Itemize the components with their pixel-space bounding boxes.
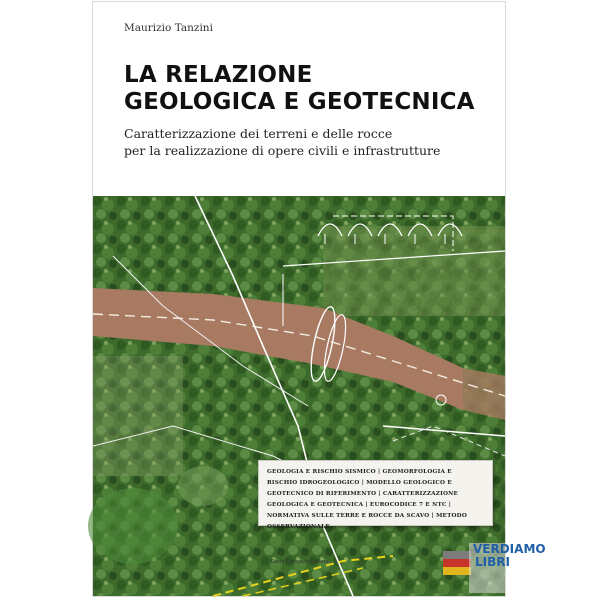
publisher-name: Dario Flaccovio Editore [271,559,329,565]
author-name: Maurizio Tanzini [124,22,213,34]
subtitle-line-2: per la realizzazione di opere civili e infrastrutture [124,143,441,158]
title-line-2: GEOLOGICA E GEOTECNICA [124,89,475,115]
keywords-box: GEOLOGIA E RISCHIO SISMICO | GEOMORFOLOGIA E RISCHIO IDROGEOLOGICO | MODELLO GEOLOGICO E GEOTECNICO DI RIFERIMENTO | CARATTERIZZAZIONE GEOLOGICA E GEOTECNICA | EUROCODICE 7 E NTC | NORMATIVA SULLE TERRE E ROCCE DA SCAVO | METODO OSSERVAZIONALE [258,460,493,526]
verdiamo-libri-badge [351,537,546,593]
title-line-1: LA RELAZIONE [124,62,313,88]
book-cover [93,2,546,596]
book-subtitle [124,125,440,159]
badge-line-1: VERDIAMO [473,542,546,556]
book-title [124,62,475,116]
aerial-map-image [93,196,505,596]
subtitle-line-1: Caratterizzazione dei terreni e delle rocce [124,126,393,141]
badge-line-2: LIBRI [475,555,510,569]
